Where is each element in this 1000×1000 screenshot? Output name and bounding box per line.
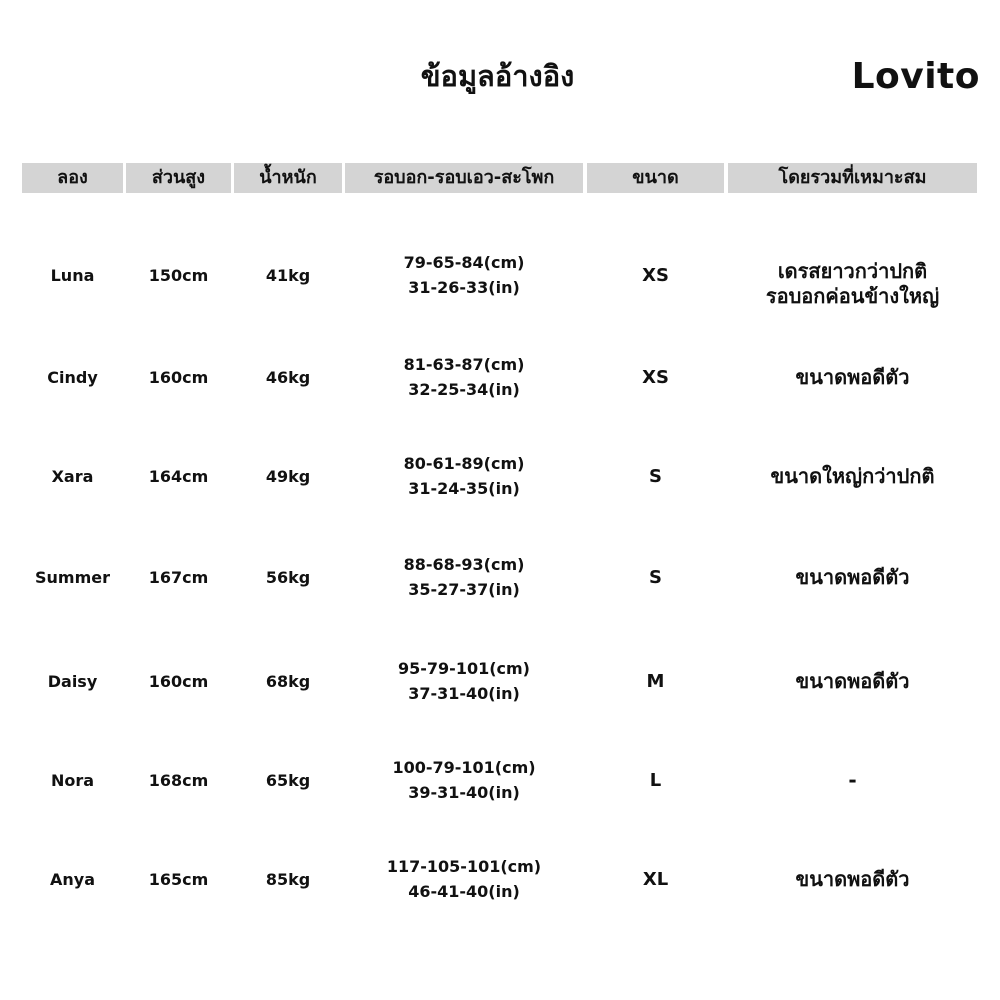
model-name: Xara	[51, 466, 94, 486]
measurements	[345, 844, 583, 914]
measurements	[345, 646, 583, 716]
page-title: ข้อมูลอ้างอิง	[420, 59, 575, 93]
size-value: XL	[642, 868, 669, 890]
model-height: 150cm	[148, 265, 209, 285]
fit-note	[728, 249, 977, 319]
measurements-cm: 95-79-101(cm)	[398, 659, 530, 678]
model-weight: 85kg	[265, 869, 311, 889]
table-row	[0, 240, 1000, 310]
fit-note: ขนาดใหญ่กว่าปกติ	[770, 463, 935, 488]
brand-logo: Lovito	[851, 56, 980, 97]
fit-note: ขนาดพอดีตัว	[795, 866, 910, 891]
measurements	[345, 441, 583, 511]
fit-note-line1: เดรสยาวกว่าปกติ	[777, 259, 928, 283]
header-model: ลอง	[22, 163, 123, 193]
size-value: XS	[642, 366, 669, 388]
measurements	[345, 745, 583, 815]
measurements	[345, 542, 583, 612]
table-row	[0, 646, 1000, 716]
measurements-in: 31-26-33(in)	[408, 278, 520, 297]
model-name: Daisy	[47, 671, 98, 691]
measurements-in: 46-41-40(in)	[408, 882, 520, 901]
table-row	[0, 745, 1000, 815]
model-height: 160cm	[148, 671, 209, 691]
model-height: 160cm	[148, 367, 209, 387]
fit-note: ขนาดพอดีตัว	[795, 564, 910, 589]
model-height: 168cm	[148, 770, 209, 790]
measurements-cm: 117-105-101(cm)	[386, 857, 542, 876]
size-value: S	[649, 566, 662, 588]
measurements-in: 35-27-37(in)	[408, 580, 520, 599]
measurements-in: 39-31-40(in)	[408, 783, 520, 802]
table-row	[0, 342, 1000, 412]
model-weight: 56kg	[265, 567, 311, 587]
fit-note-line2: รอบอกค่อนข้างใหญ่	[765, 284, 940, 308]
header-weight: น้ำหนัก	[234, 163, 342, 193]
model-weight: 41kg	[265, 265, 311, 285]
table-row	[0, 844, 1000, 914]
model-name: Luna	[50, 265, 95, 285]
header-height: ส่วนสูง	[126, 163, 231, 193]
header-measurements: รอบอก-รอบเอว-สะโพก	[345, 163, 583, 193]
measurements-cm: 81-63-87(cm)	[403, 355, 525, 374]
model-weight: 46kg	[265, 367, 311, 387]
size-value: M	[646, 670, 665, 692]
model-height: 165cm	[148, 869, 209, 889]
measurements	[345, 342, 583, 412]
model-name: Cindy	[47, 367, 98, 387]
model-height: 164cm	[148, 466, 209, 486]
measurements-in: 37-31-40(in)	[408, 684, 520, 703]
model-weight: 68kg	[265, 671, 311, 691]
fit-note: ขนาดพอดีตัว	[795, 364, 910, 389]
fit-note: -	[848, 767, 857, 792]
size-value: S	[649, 465, 662, 487]
model-name: Nora	[50, 770, 95, 790]
model-weight: 65kg	[265, 770, 311, 790]
measurements-in: 31-24-35(in)	[408, 479, 520, 498]
size-value: L	[649, 769, 662, 791]
fit-note: ขนาดพอดีตัว	[795, 668, 910, 693]
table-row	[0, 542, 1000, 612]
measurements-cm: 79-65-84(cm)	[403, 253, 525, 272]
model-weight: 49kg	[265, 466, 311, 486]
size-value: XS	[642, 264, 669, 286]
model-name: Summer	[35, 567, 110, 587]
header-overall-fit: โดยรวมที่เหมาะสม	[728, 163, 977, 193]
measurements-cm: 100-79-101(cm)	[392, 758, 536, 777]
table-row	[0, 441, 1000, 511]
measurements-cm: 88-68-93(cm)	[403, 555, 525, 574]
model-name: Anya	[50, 869, 95, 889]
header-size: ขนาด	[587, 163, 724, 193]
measurements-in: 32-25-34(in)	[408, 380, 520, 399]
model-height: 167cm	[148, 567, 209, 587]
measurements-cm: 80-61-89(cm)	[403, 454, 525, 473]
measurements	[345, 240, 583, 310]
